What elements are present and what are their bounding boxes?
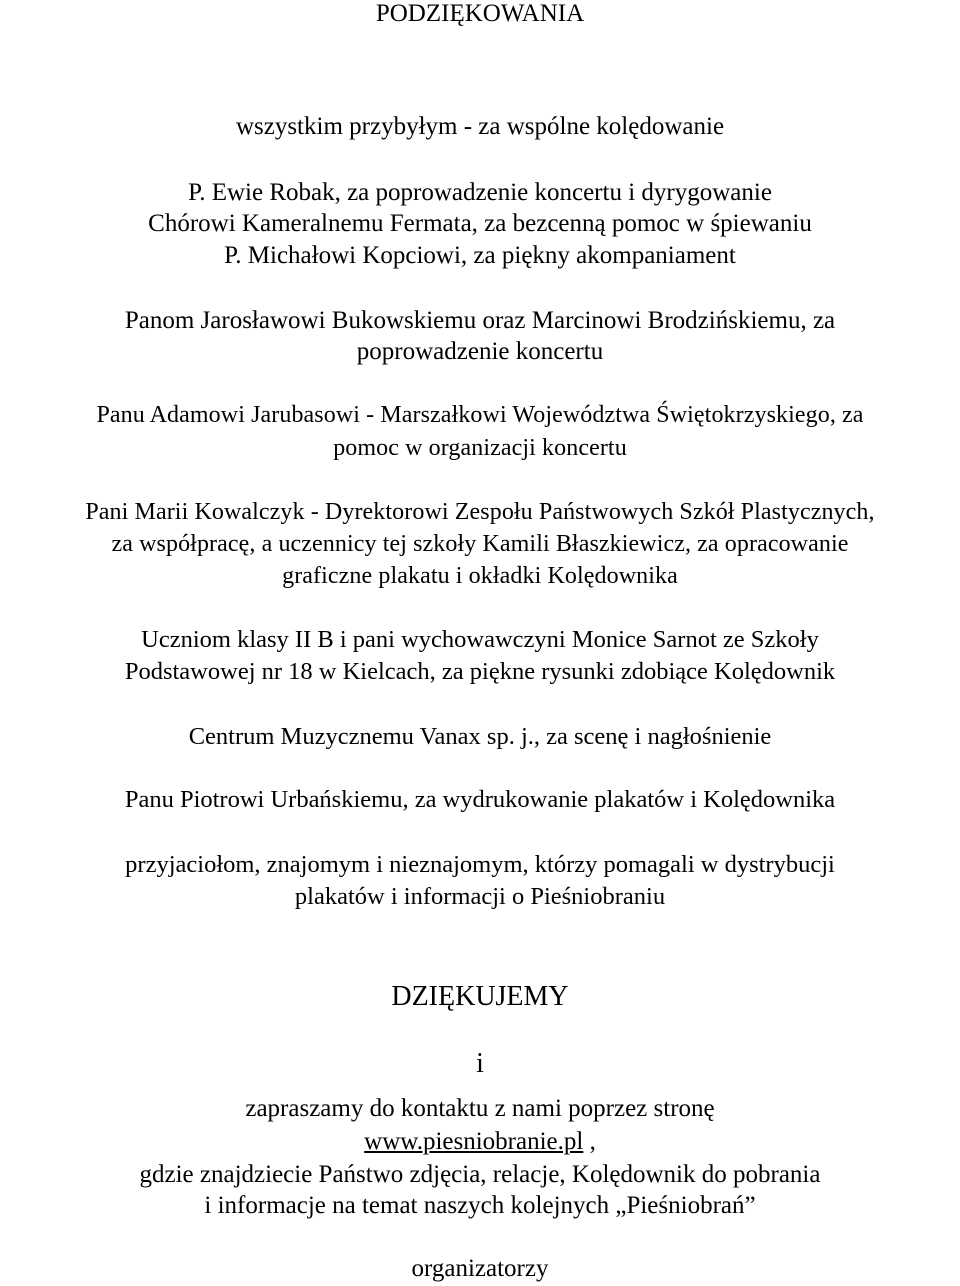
- thanks-line-10: za współpracę, a uczennicy tej szkoły Kamili Błaszkiewicz, za opracowanie: [111, 531, 849, 557]
- and-word: i: [476, 1048, 484, 1079]
- info-line-2: i informacje na temat naszych kolejnych „Pieśniobrań”: [204, 1192, 756, 1219]
- thanks-line-11: graficzne plakatu i okładki Kolędownika: [282, 563, 678, 589]
- thanks-line-3: Chórowi Kameralnemu Fermata, za bezcenną pomoc w śpiewaniu: [148, 210, 812, 237]
- thanks-line-14: Centrum Muzycznemu Vanax sp. j., za scenę i nagłośnienie: [188, 723, 772, 750]
- thanks-heading: DZIĘKUJEMY: [391, 981, 569, 1012]
- thanks-line-1: wszystkim przybyłym - za wspólne kolędowanie: [235, 113, 725, 140]
- thanks-line-9: Pani Marii Kowalczyk - Dyrektorowi Zespołu Państwowych Szkół Plastycznych,: [85, 499, 875, 525]
- info-line-1: gdzie znajdziecie Państwo zdjęcia, relacje, Kolędownik do pobrania: [139, 1161, 821, 1188]
- thanks-line-5: Panom Jarosławowi Bukowskiemu oraz Marcinowi Brodzińskiemu, za: [124, 307, 836, 334]
- website-line: [0, 1129, 960, 1154]
- thanks-line-13: Podstawowej nr 18 w Kielcach, za piękne rysunki zdobiące Kolędownik: [124, 658, 836, 685]
- thanks-line-8: pomoc w organizacji koncertu: [333, 435, 627, 461]
- website-suffix: ,: [583, 1128, 596, 1155]
- thanks-line-2: P. Ewie Robak, za poprowadzenie koncertu i dyrygowanie: [188, 179, 772, 206]
- thanks-line-16: przyjaciołom, znajomym i nieznajomym, którzy pomagali w dystrybucji: [125, 851, 835, 878]
- thanks-line-17: plakatów i informacji o Pieśniobraniu: [294, 883, 666, 910]
- thanks-line-4: P. Michałowi Kopciowi, za piękny akompaniament: [224, 242, 736, 269]
- invite-line: zapraszamy do kontaktu z nami poprzez stronę: [245, 1095, 715, 1122]
- website-link[interactable]: www.piesniobranie.pl: [364, 1128, 584, 1155]
- thanks-line-7: Panu Adamowi Jarubasowi - Marszałkowi Województwa Świętokrzyskiego, za: [96, 402, 864, 428]
- page-title: PODZIĘKOWANIA: [375, 0, 585, 27]
- signature: organizatorzy: [411, 1255, 549, 1282]
- thanks-line-15: Panu Piotrowi Urbańskiemu, za wydrukowanie plakatów i Kolędownika: [124, 786, 836, 813]
- thanks-line-6: poprowadzenie koncertu: [356, 338, 604, 365]
- thanks-line-12: Uczniom klasy II B i pani wychowawczyni Monice Sarnot ze Szkoły: [141, 626, 819, 653]
